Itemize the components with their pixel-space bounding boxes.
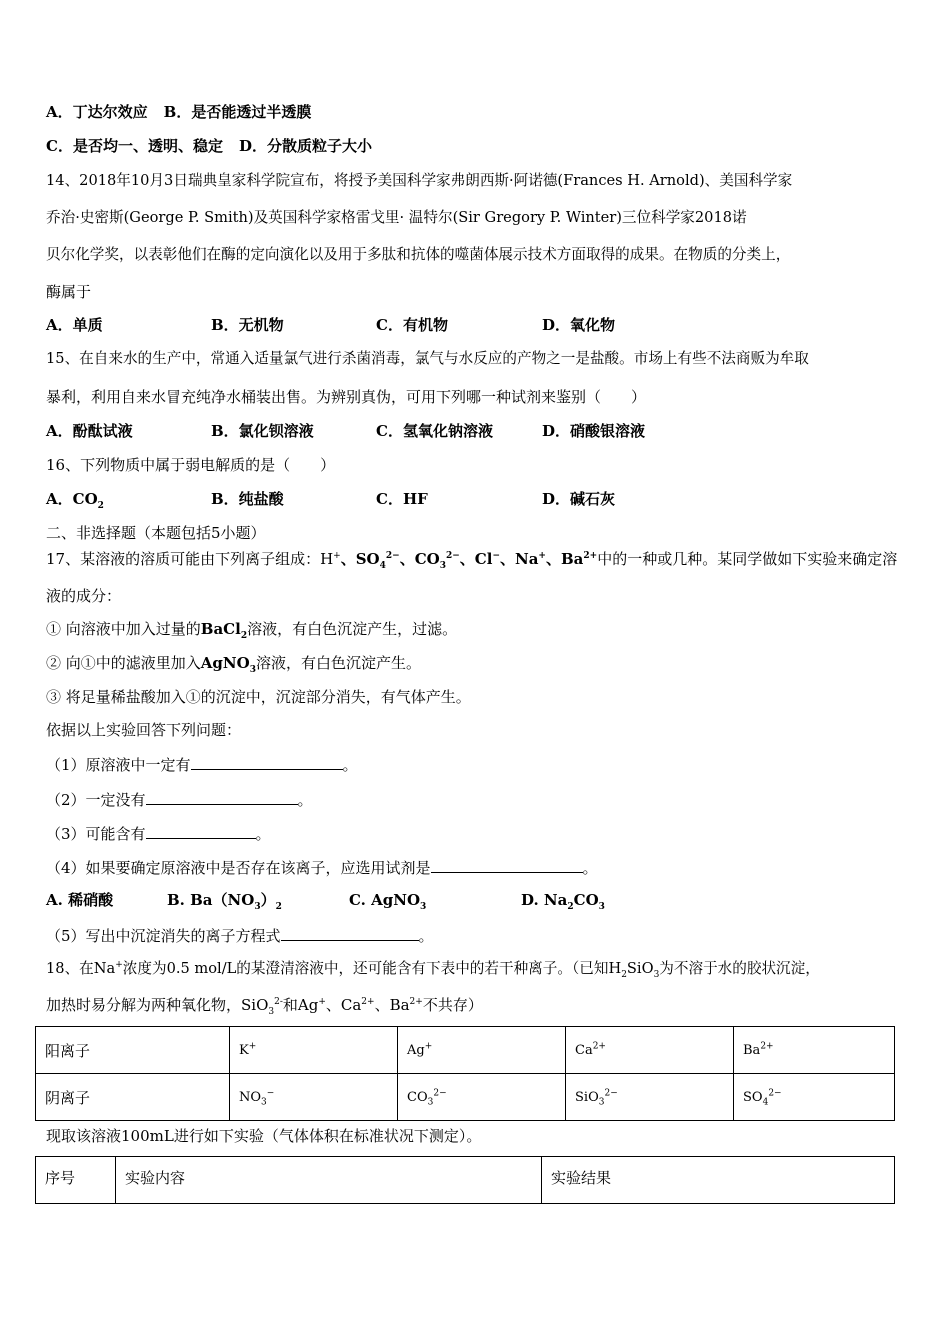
q17-sup: 2− — [385, 551, 400, 561]
q18-text: 浓度为0.5 mol/L的某澄清溶液中，还可能含有下表中的若干种离子。（已知H — [122, 960, 622, 977]
answer-blank[interactable] — [281, 924, 419, 941]
q18-line1 — [46, 959, 820, 979]
q17-option-d-sub: 3 — [598, 902, 605, 912]
q14-option-d: D．氧化物 — [542, 316, 616, 334]
q13-option-d: D．分散质粒子大小 — [238, 137, 372, 155]
q14-line1: 14、2018年10月3日瑞典皇家科学院宣布，将授予美国科学家弗朗西斯·阿诺德(Frances H. Arnold)、美国科学家 — [46, 172, 793, 189]
q13-option-b: B．是否能透过半透膜 — [163, 103, 312, 121]
q17-step1-rest: 溶液，有白色沉淀产生，过滤。 — [247, 620, 458, 638]
q17-step2-text: ② 向①中的滤液里加入 — [46, 654, 201, 672]
q16-option-c: C．HF — [376, 490, 428, 508]
ion-base: SO — [743, 1089, 763, 1105]
section-2-heading: 二、非选择题（本题包括5小题） — [46, 524, 266, 542]
q15-line2: 暴利，利用自来水冒充纯净水桶装出售。为辨别真伪，可用下列哪一种试剂来鉴别（ ） — [46, 388, 647, 406]
q15-option-d: D．硝酸银溶液 — [542, 422, 646, 440]
ion-cell — [566, 1074, 734, 1121]
q17-part2 — [46, 788, 313, 810]
period: 。 — [342, 756, 358, 774]
q17-option-b-paren: ） — [260, 891, 276, 909]
ion-cell — [230, 1074, 398, 1121]
q16-option-a-sub: 2 — [97, 501, 104, 511]
ion-cell — [398, 1074, 566, 1121]
q17-option-d-sub: 2 — [567, 902, 574, 912]
ion-charge: − — [266, 1088, 275, 1099]
q17-ion: 、Ba — [545, 550, 584, 568]
period: 。 — [582, 859, 598, 877]
q17-sup: + — [538, 551, 546, 561]
q16-option-a — [46, 489, 211, 509]
q17-part3 — [46, 822, 271, 844]
q17-part4 — [46, 856, 598, 878]
q16-option-b: B．纯盐酸 — [211, 490, 284, 508]
q18-sup: 2+ — [409, 997, 423, 1007]
q17-sup: + — [333, 551, 341, 561]
ion-base: NO — [239, 1089, 262, 1105]
anion-row — [36, 1074, 895, 1121]
q17-step2-formula: AgNO — [200, 654, 250, 672]
q18-sub: 3 — [653, 969, 660, 980]
ion-cell — [398, 1027, 566, 1074]
ion-base: Ca — [575, 1042, 593, 1058]
q17-step1 — [46, 619, 457, 639]
answer-blank[interactable] — [146, 822, 256, 839]
q17-option-c-text: C. AgNO — [349, 891, 421, 909]
q17-sup: 2− — [445, 551, 460, 561]
answer-blank[interactable] — [191, 753, 343, 770]
q14-line3: 贝尔化学奖，以表彰他们在酶的定向演化以及用于多肽和抗体的噬菌体展示技术方面取得的成果。在物质的分类上， — [46, 246, 791, 263]
q15-option-c: C．氢氧化钠溶液 — [376, 422, 493, 440]
q17-option-a: A. 稀硝酸 — [46, 891, 114, 909]
q15-option-b: B．氯化钡溶液 — [211, 422, 314, 440]
period: 。 — [418, 927, 434, 945]
q14-line4: 酶属于 — [46, 283, 92, 301]
q17-option-c — [349, 890, 521, 910]
q17-step3: ③ 将足量稀盐酸加入①的沉淀中，沉淀部分消失，有气体产生。 — [46, 688, 471, 706]
q17-option-b-sub: 2 — [275, 902, 282, 912]
q17-part5 — [46, 924, 434, 946]
q17-option-b-text: B. Ba（NO — [167, 891, 255, 909]
q17-sup: − — [492, 551, 500, 561]
q17-step2 — [46, 653, 421, 673]
ion-base: SiO — [575, 1089, 599, 1105]
col-content: 实验内容 — [116, 1157, 542, 1204]
q14-options — [46, 315, 615, 335]
q13-options-row2 — [46, 136, 372, 156]
q17-part1 — [46, 753, 358, 775]
q17-ion: 、SO — [340, 550, 380, 568]
ion-charge: + — [424, 1041, 433, 1052]
q15-line1: 15、在自来水的生产中，常通入适量氯气进行杀菌消毒，氯气与水反应的产物之一是盐酸。市场上有些不法商贩为牟取 — [46, 350, 809, 367]
ion-table — [35, 1026, 895, 1121]
q17-sup: 2+ — [583, 551, 598, 561]
q16-option-d: D．碱石灰 — [542, 490, 616, 508]
q18-sup: 2- — [274, 997, 283, 1007]
q18-text: SiO — [626, 960, 654, 977]
ion-cell — [734, 1074, 895, 1121]
q17-option-d-text: CO — [573, 891, 599, 909]
ion-base: K — [239, 1042, 249, 1058]
q18-line2 — [46, 995, 483, 1015]
q15-options — [46, 421, 645, 441]
ion-cell — [230, 1027, 398, 1074]
answer-blank[interactable] — [146, 788, 298, 805]
q17-text: 中的一种或几种。某同学做如下实验来确定溶 — [597, 550, 898, 568]
q17-ion: 、CO — [399, 550, 440, 568]
q18-text: 、Ca — [325, 996, 362, 1014]
anion-label: 阴离子 — [36, 1074, 230, 1121]
q17-sub: 3 — [439, 561, 446, 571]
q17-option-d-text: D. Na — [521, 891, 568, 909]
ion-cell — [566, 1027, 734, 1074]
cation-label: 阳离子 — [36, 1027, 230, 1074]
q14-option-b: B．无机物 — [211, 316, 284, 334]
q17-part3-text: （3）可能含有 — [46, 825, 146, 843]
ion-cell — [734, 1027, 895, 1074]
q14-line2: 乔治·史密斯(George P. Smith)及英国科学家格雷戈里· 温特尔(Sir Gregory P. Winter)三位科学家2018诺 — [46, 209, 747, 226]
q16-options — [46, 489, 615, 509]
q17-text: 17、某溶液的溶质可能由下列离子组成：H — [46, 550, 334, 568]
q17-ion: 、Cl — [459, 550, 493, 568]
q18-text: 加热时易分解为两种氧化物，SiO — [46, 996, 269, 1014]
q18-text: 18、在Na — [46, 960, 116, 977]
q17-options — [46, 890, 605, 910]
ion-base: CO — [407, 1089, 428, 1105]
q17-step2-sub: 3 — [249, 665, 256, 675]
ion-sub: 4 — [762, 1097, 769, 1108]
q16-option-a-text: A．CO — [46, 490, 98, 508]
q18-text: 和Ag — [282, 996, 319, 1014]
q13-option-a: A．丁达尔效应 — [46, 103, 148, 121]
period: 。 — [297, 791, 313, 809]
q18-sub: 3 — [268, 1007, 275, 1017]
q18-text: 为不溶于水的胶状沉淀， — [659, 960, 820, 977]
q17-ion: 、Na — [499, 550, 539, 568]
q17-part2-text: （2）一定没有 — [46, 791, 146, 809]
q17-line1 — [46, 549, 897, 569]
ion-base: Ag — [407, 1042, 425, 1058]
q15-option-a: A．酚酞试液 — [46, 422, 133, 440]
period: 。 — [255, 825, 271, 843]
q17-sub: 4 — [379, 561, 386, 571]
answer-blank[interactable] — [431, 856, 583, 873]
ion-charge: 2+ — [760, 1041, 774, 1052]
cation-row — [36, 1027, 895, 1074]
q17-part4-text: （4）如果要确定原溶液中是否存在该离子，应选用试剂是 — [46, 859, 431, 877]
col-serial: 序号 — [36, 1157, 116, 1204]
q17-part1-text: （1）原溶液中一定有 — [46, 756, 191, 774]
experiment-header-row — [36, 1157, 895, 1204]
ion-sub: 3 — [427, 1097, 434, 1108]
q17-step1-sub: 2 — [240, 631, 248, 641]
ion-charge: + — [248, 1041, 257, 1052]
q18-sup: + — [318, 997, 326, 1007]
ion-sub: 3 — [598, 1097, 605, 1108]
q14-option-a: A．单质 — [46, 316, 103, 334]
q17-option-b-sub: 3 — [254, 902, 261, 912]
q18-text: 不共存） — [422, 996, 483, 1014]
q13-options-row1 — [46, 102, 311, 122]
q18-sup: + — [115, 960, 123, 971]
q17-intro: 依据以上实验回答下列问题： — [46, 721, 242, 739]
q14-option-c: C．有机物 — [376, 316, 448, 334]
q13-option-c: C．是否均一、透明、稳定 — [46, 137, 223, 155]
q17-step1-text: ① 向溶液中加入过量的 — [46, 620, 201, 638]
q18-text: 、Ba — [374, 996, 410, 1014]
ion-base: Ba — [743, 1042, 761, 1058]
q17-step1-formula: BaCl — [200, 620, 241, 638]
ion-charge: 2− — [433, 1088, 447, 1099]
col-result: 实验结果 — [542, 1157, 895, 1204]
experiment-table — [35, 1156, 895, 1204]
q17-part5-text: （5）写出中沉淀消失的离子方程式 — [46, 927, 281, 945]
q18-sub: 2 — [621, 969, 627, 980]
ion-charge: 2− — [768, 1088, 782, 1099]
q17-step2-rest: 溶液，有白色沉淀产生。 — [255, 654, 421, 672]
q18-sup: 2+ — [361, 997, 375, 1007]
q17-line2: 液的成分： — [46, 587, 122, 605]
q17-option-b — [167, 890, 349, 910]
q17-option-c-sub: 3 — [420, 902, 427, 912]
q16-stem: 16、下列物质中属于弱电解质的是（ ） — [46, 456, 336, 474]
q18-line3: 现取该溶液100mL进行如下实验（气体体积在标准状况下测定）。 — [46, 1127, 482, 1145]
q17-option-d — [521, 890, 605, 910]
ion-charge: 2− — [604, 1088, 618, 1099]
ion-charge: 2+ — [592, 1041, 606, 1052]
ion-sub: 3 — [261, 1097, 267, 1108]
